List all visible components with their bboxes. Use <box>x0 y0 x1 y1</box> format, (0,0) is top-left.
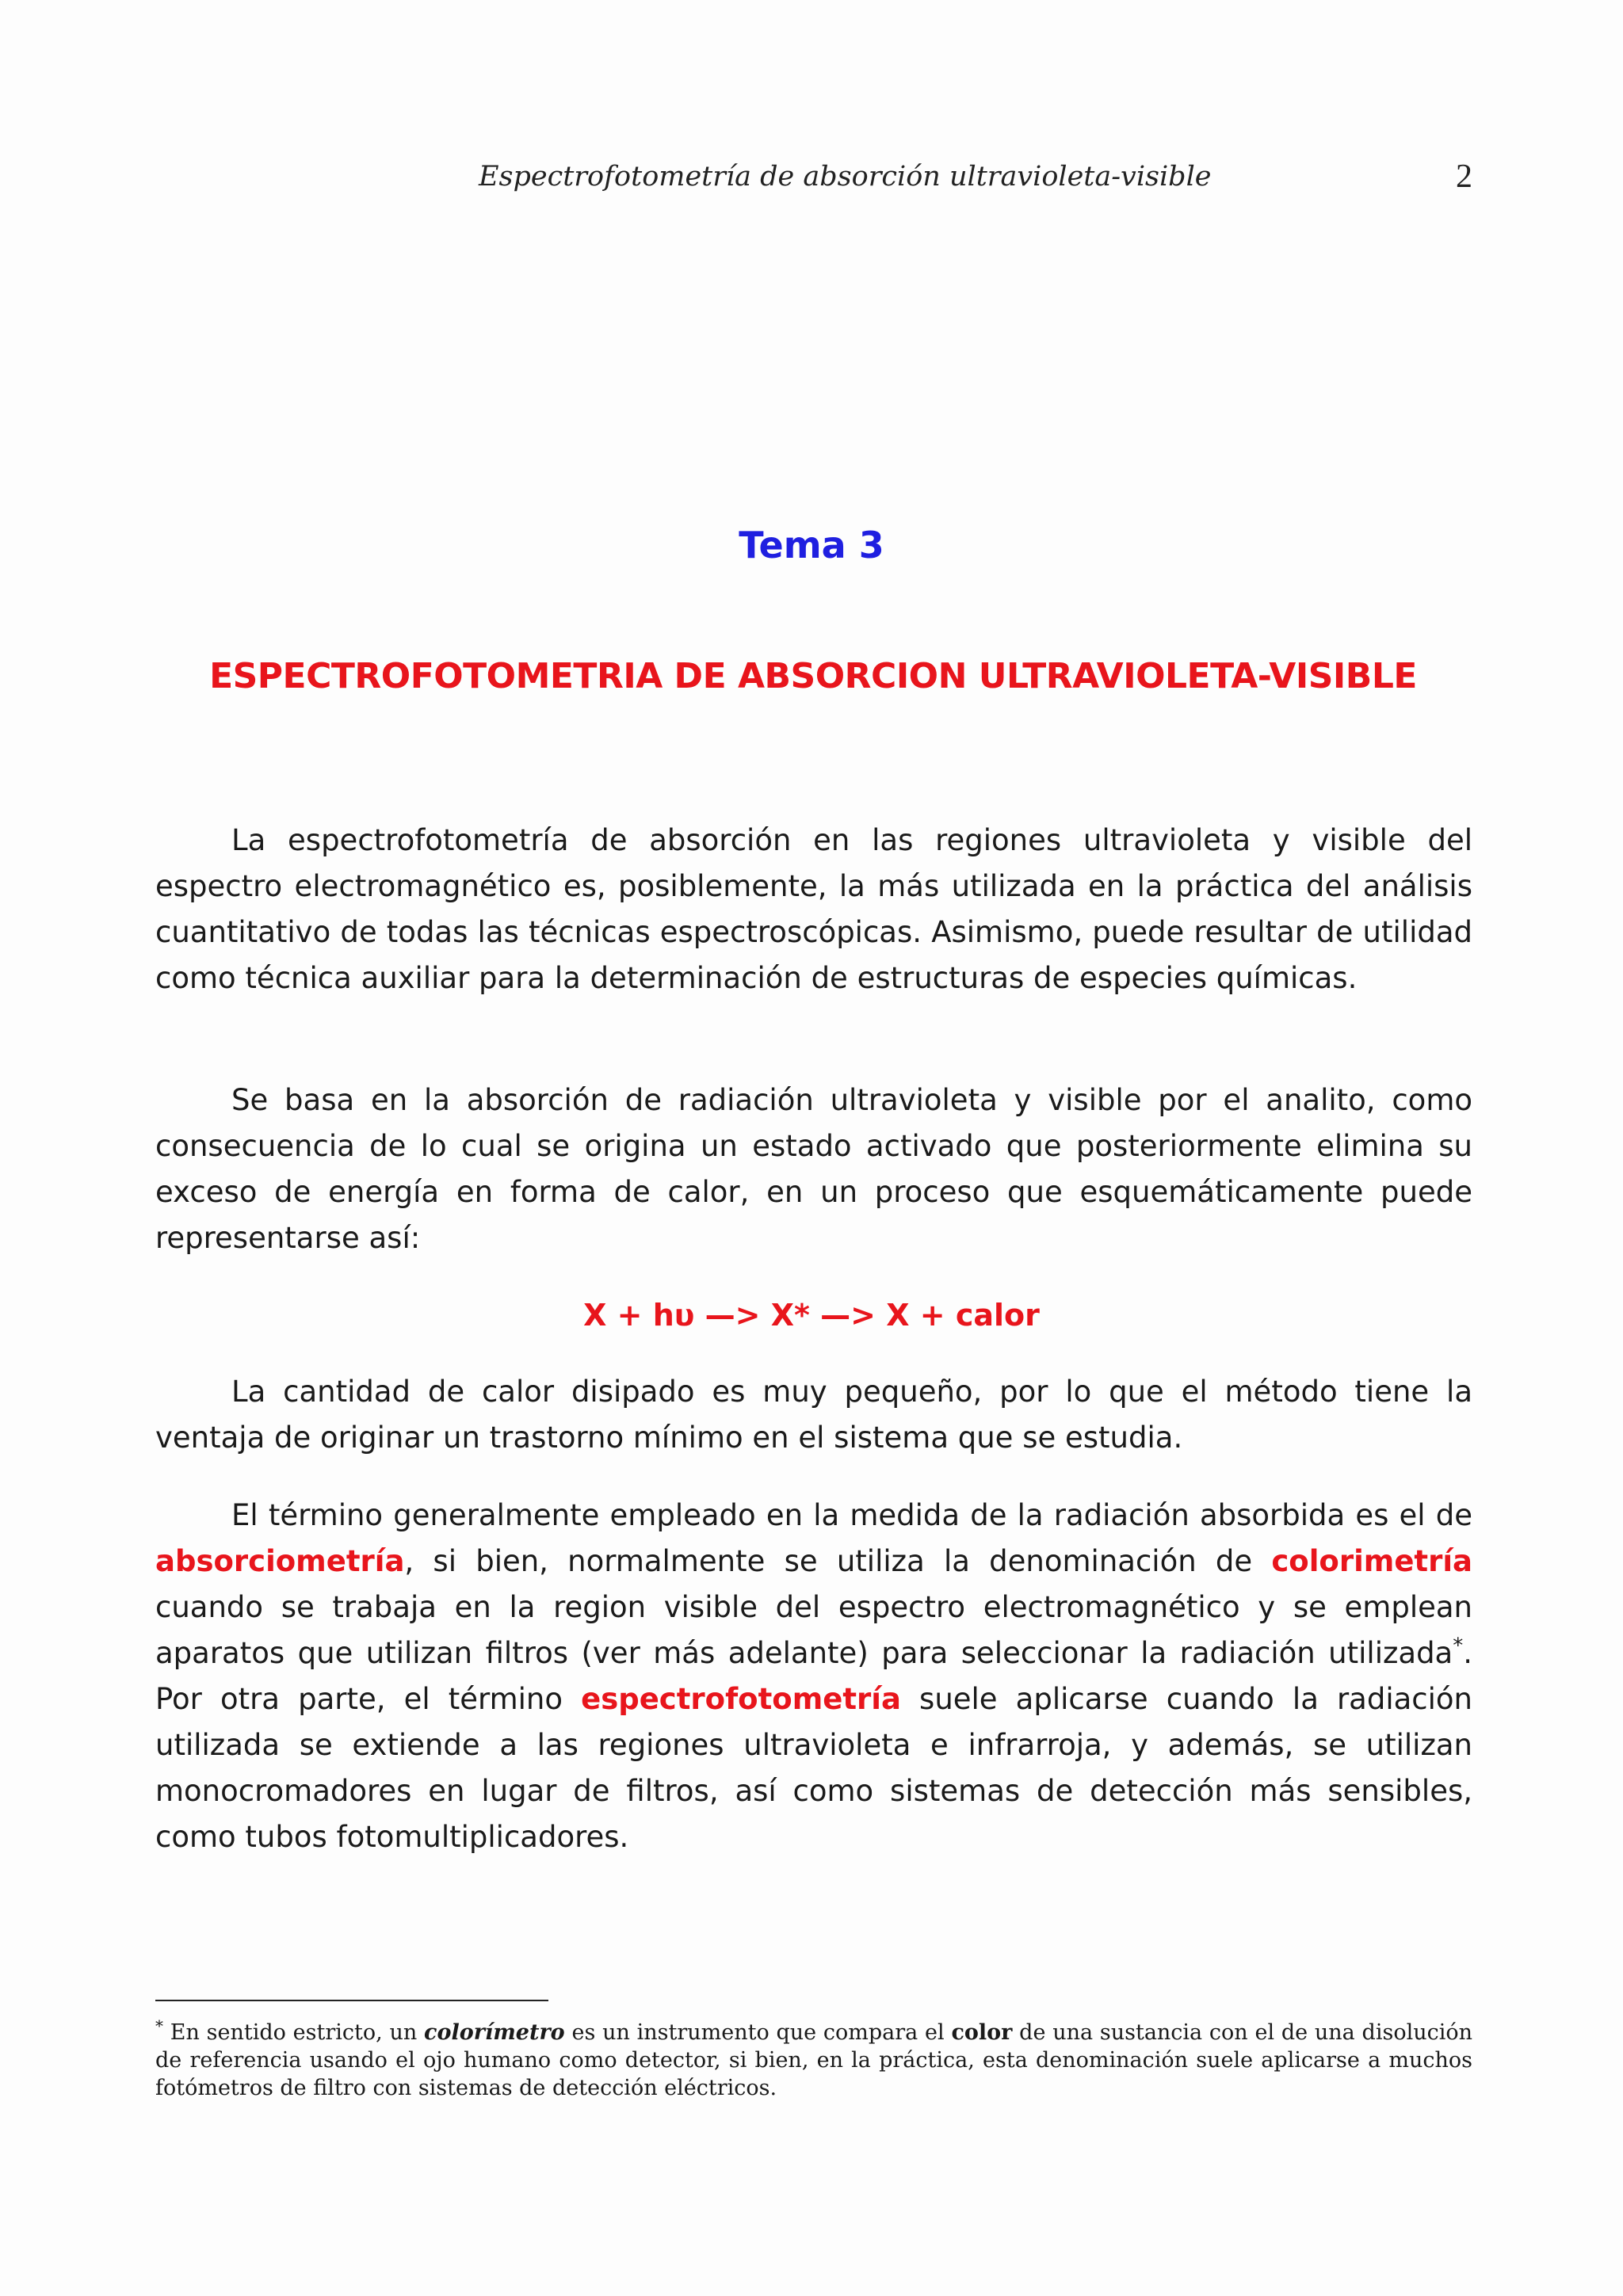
term-espectrofotometria: espectrofotometría <box>581 1682 901 1716</box>
paragraph-text: cuando se trabaja en la region visible del espectro electromagnético y se emplean aparatos que utilizan filtros (ver más adelante) para seleccionar la radiación utilizada <box>155 1590 1472 1670</box>
paragraph-text: . Por otra parte, el término <box>155 1636 1472 1716</box>
term-absorciometria: absorciometría <box>155 1544 405 1578</box>
footnote-mark: * <box>155 2016 163 2035</box>
paragraph-text: El término generalmente empleado en la medida de la radiación absorbida es el de <box>231 1498 1472 1532</box>
page-number: 2 <box>1456 158 1472 195</box>
chapter-title: ESPECTROFOTOMETRIA DE ABSORCION ULTRAVIOLETA-VISIBLE <box>209 656 1417 696</box>
footnote-text: En sentido estricto, un <box>163 2020 425 2045</box>
paragraph-terminology <box>155 1493 1472 1860</box>
running-title: Espectrofotometría de absorción ultravioleta-visible <box>479 161 1212 193</box>
footnote-reference[interactable]: * <box>1453 1634 1464 1658</box>
footnote-text: de una sustancia con el de una disolución de referencia usando el ojo humano como detector, si bien, en la práctica, esta denominación suele aplicarse a muchos fotómetros de filtro con sistemas de detección eléctricos. <box>155 2020 1472 2100</box>
footnote <box>155 2016 1472 2102</box>
paragraph-text: , si bien, normalmente se utiliza la denominación de <box>404 1544 1272 1578</box>
term-colorimetria: colorimetría <box>1271 1544 1472 1578</box>
paragraph-basis: Se basa en la absorción de radiación ultravioleta y visible por el analito, como consecuencia de lo cual se origina un estado activado que posteriormente elimina su exceso de energía en forma de calor, en un proceso que esquemáticamente puede representarse así: <box>155 1083 1472 1255</box>
footnote-text: es un instrumento que compara el <box>564 2020 952 2045</box>
chapter-label: Tema 3 <box>739 524 884 566</box>
paragraph-intro: La espectrofotometría de absorción en las regiones ultravioleta y visible del espectro electromagnético es, posiblemente, la más utilizada en la práctica del análisis cuantitativo de todas las técnicas espectroscópicas. Asimismo, puede resultar de utilidad como técnica auxiliar para la determinación de estructuras de especies químicas. <box>155 823 1472 995</box>
paragraph-text: suele aplicarse cuando la radiación utilizada se extiende a las regiones ultravioleta e infrarroja, y además, se utilizan monocromadores en lugar de filtros, así como sistemas de detección más sensibles, como tubos fotomultiplicadores. <box>155 1682 1473 1854</box>
reaction-equation: X + hυ —> X* —> X + calor <box>583 1298 1040 1333</box>
footnote-term-colorimetro: colorímetro <box>424 2020 565 2045</box>
running-header <box>0 157 1623 196</box>
footnote-divider <box>155 2000 548 2001</box>
paragraph-heat: La cantidad de calor disipado es muy pequeño, por lo que el método tiene la ventaja de originar un trastorno mínimo en el sistema que se estudia. <box>155 1375 1472 1455</box>
footnote-term-color: color <box>951 2020 1013 2045</box>
